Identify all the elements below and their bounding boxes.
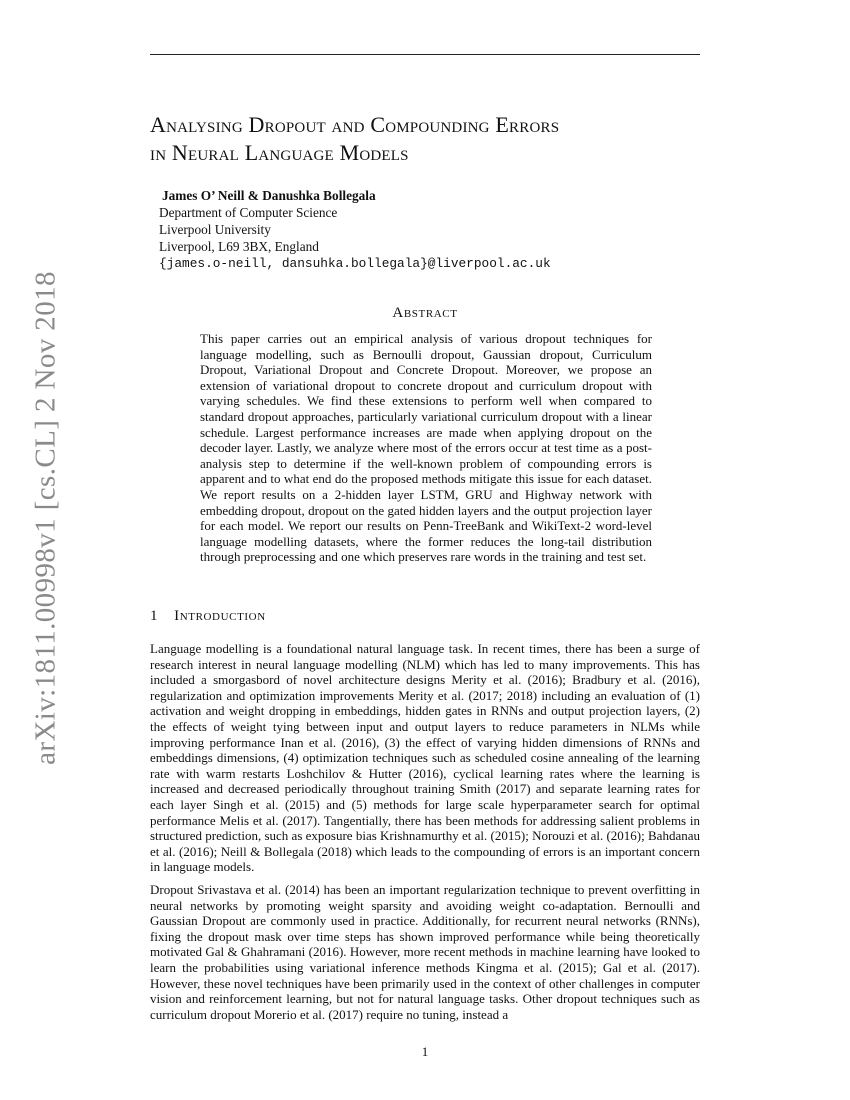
paper-title — [150, 111, 710, 167]
affiliation-department: Department of Computer Science — [159, 205, 338, 220]
author-names: James O’ Neill & Danushka Bollegala — [162, 188, 376, 203]
arxiv-stamp[interactable]: arXiv:1811.00998v1 [cs.CL] 2 Nov 2018 — [29, 271, 62, 765]
abstract-heading: Abstract — [392, 305, 458, 321]
page-number: 1 — [421, 1044, 429, 1059]
abstract-text: This paper carries out an empirical analysis of various dropout techniques for language modelling, such as Bernoulli dropout, Gaussian dropout, Curriculum Dropout, Variational Dropout and Concrete Dropout. Moreover, we propose an extension of variational dropout to concrete dropout and curriculum dropout with varying schedules. We find these extensions to perform well when compared to standard dropout approaches, particularly variational curriculum dropout with a linear schedule. Largest performance increases are made when applying dropout on the decoder layer. Lastly, we analyze where most of the errors occur at test time as a post-analysis step to determine if the well-known problem of compounding errors is apparent and to what end do the proposed methods mitigate this issue for each dataset. We report results on a 2-hidden layer LSTM, GRU and Highway network with embedding dropout, dropout on the gated hidden layers and the output projection layer for each model. We report our results on Penn-TreeBank and WikiText-2 word-level language modelling datasets, where the former reduces the long-tail distribution through preprocessing and one which preserves rare words in the training and test set. — [200, 331, 652, 565]
section-title: Introduction — [174, 608, 266, 624]
affiliation-university: Liverpool University — [159, 222, 271, 237]
top-rule — [150, 54, 700, 55]
title-line-2: in Neural Language Models — [150, 140, 409, 165]
author-email[interactable]: {james.o-neill, dansuhka.bollegala}@liverpool.ac.uk — [159, 256, 551, 271]
intro-paragraph-1: Language modelling is a foundational natural language task. In recent times, there has been a surge of research interest in neural language modelling (NLM) which has led to many improvements. This has included a smorgasbord of novel architecture designs Merity et al. (2016); Bradbury et al. (2016), regularization and optimization improvements Merity et al. (2017; 2018) including an evaluation of (1) activation and weight dropping in embeddings, hidden gates in RNNs and output projection layers, (2) the effects of weight tying between input and output layers to reduce parameters in NLMs while improving performance Inan et al. (2016), (3) the effect of varying hidden dimensions of RNNs and embeddings dimensions, (4) optimization techniques such as scheduled cosine annealing of the learning rate with warm restarts Loshchilov & Hutter (2016), cyclical learning rates where the learning is increased and decreased periodically throughout training Smith (2017) and separate learning rates for each layer Singh et al. (2015) and (5) methods for large scale hyperparameter search for optimal performance Melis et al. (2017). Tangentially, there has been methods for addressing salient problems in structured prediction, such as exposure bias Krishnamurthy et al. (2015); Norouzi et al. (2016); Bahdanau et al. (2016); Neill & Bollegala (2018) which leads to the compounding of errors is an important concern in language models. — [150, 641, 700, 875]
section-heading-introduction — [150, 608, 700, 625]
title-line-1: Analysing Dropout and Compounding Errors — [150, 112, 560, 137]
intro-paragraph-2: Dropout Srivastava et al. (2014) has been an important regularization technique to prevent overfitting in neural networks by promoting weight sparsity and avoiding weight co-adaptation. Bernoulli and Gaussian Dropout are commonly used in practice. Additionally, for recurrent neural networks (RNNs), fixing the dropout mask over time steps has shown improved performance while being theoretically motivated Gal & Ghahramani (2016). However, more recent methods in machine learning have looked to learn the probabilities using variational inference methods Kingma et al. (2015); Gal et al. (2017). However, these novel techniques have been primarily used in the context of other challenges in computer vision and reinforcement learning, but not for natural language tasks. Other dropout techniques such as curriculum dropout Morerio et al. (2017) require no tuning, instead a — [150, 882, 700, 1022]
section-number: 1 — [150, 608, 159, 624]
affiliation-address: Liverpool, L69 3BX, England — [159, 239, 319, 254]
author-block — [159, 187, 659, 272]
